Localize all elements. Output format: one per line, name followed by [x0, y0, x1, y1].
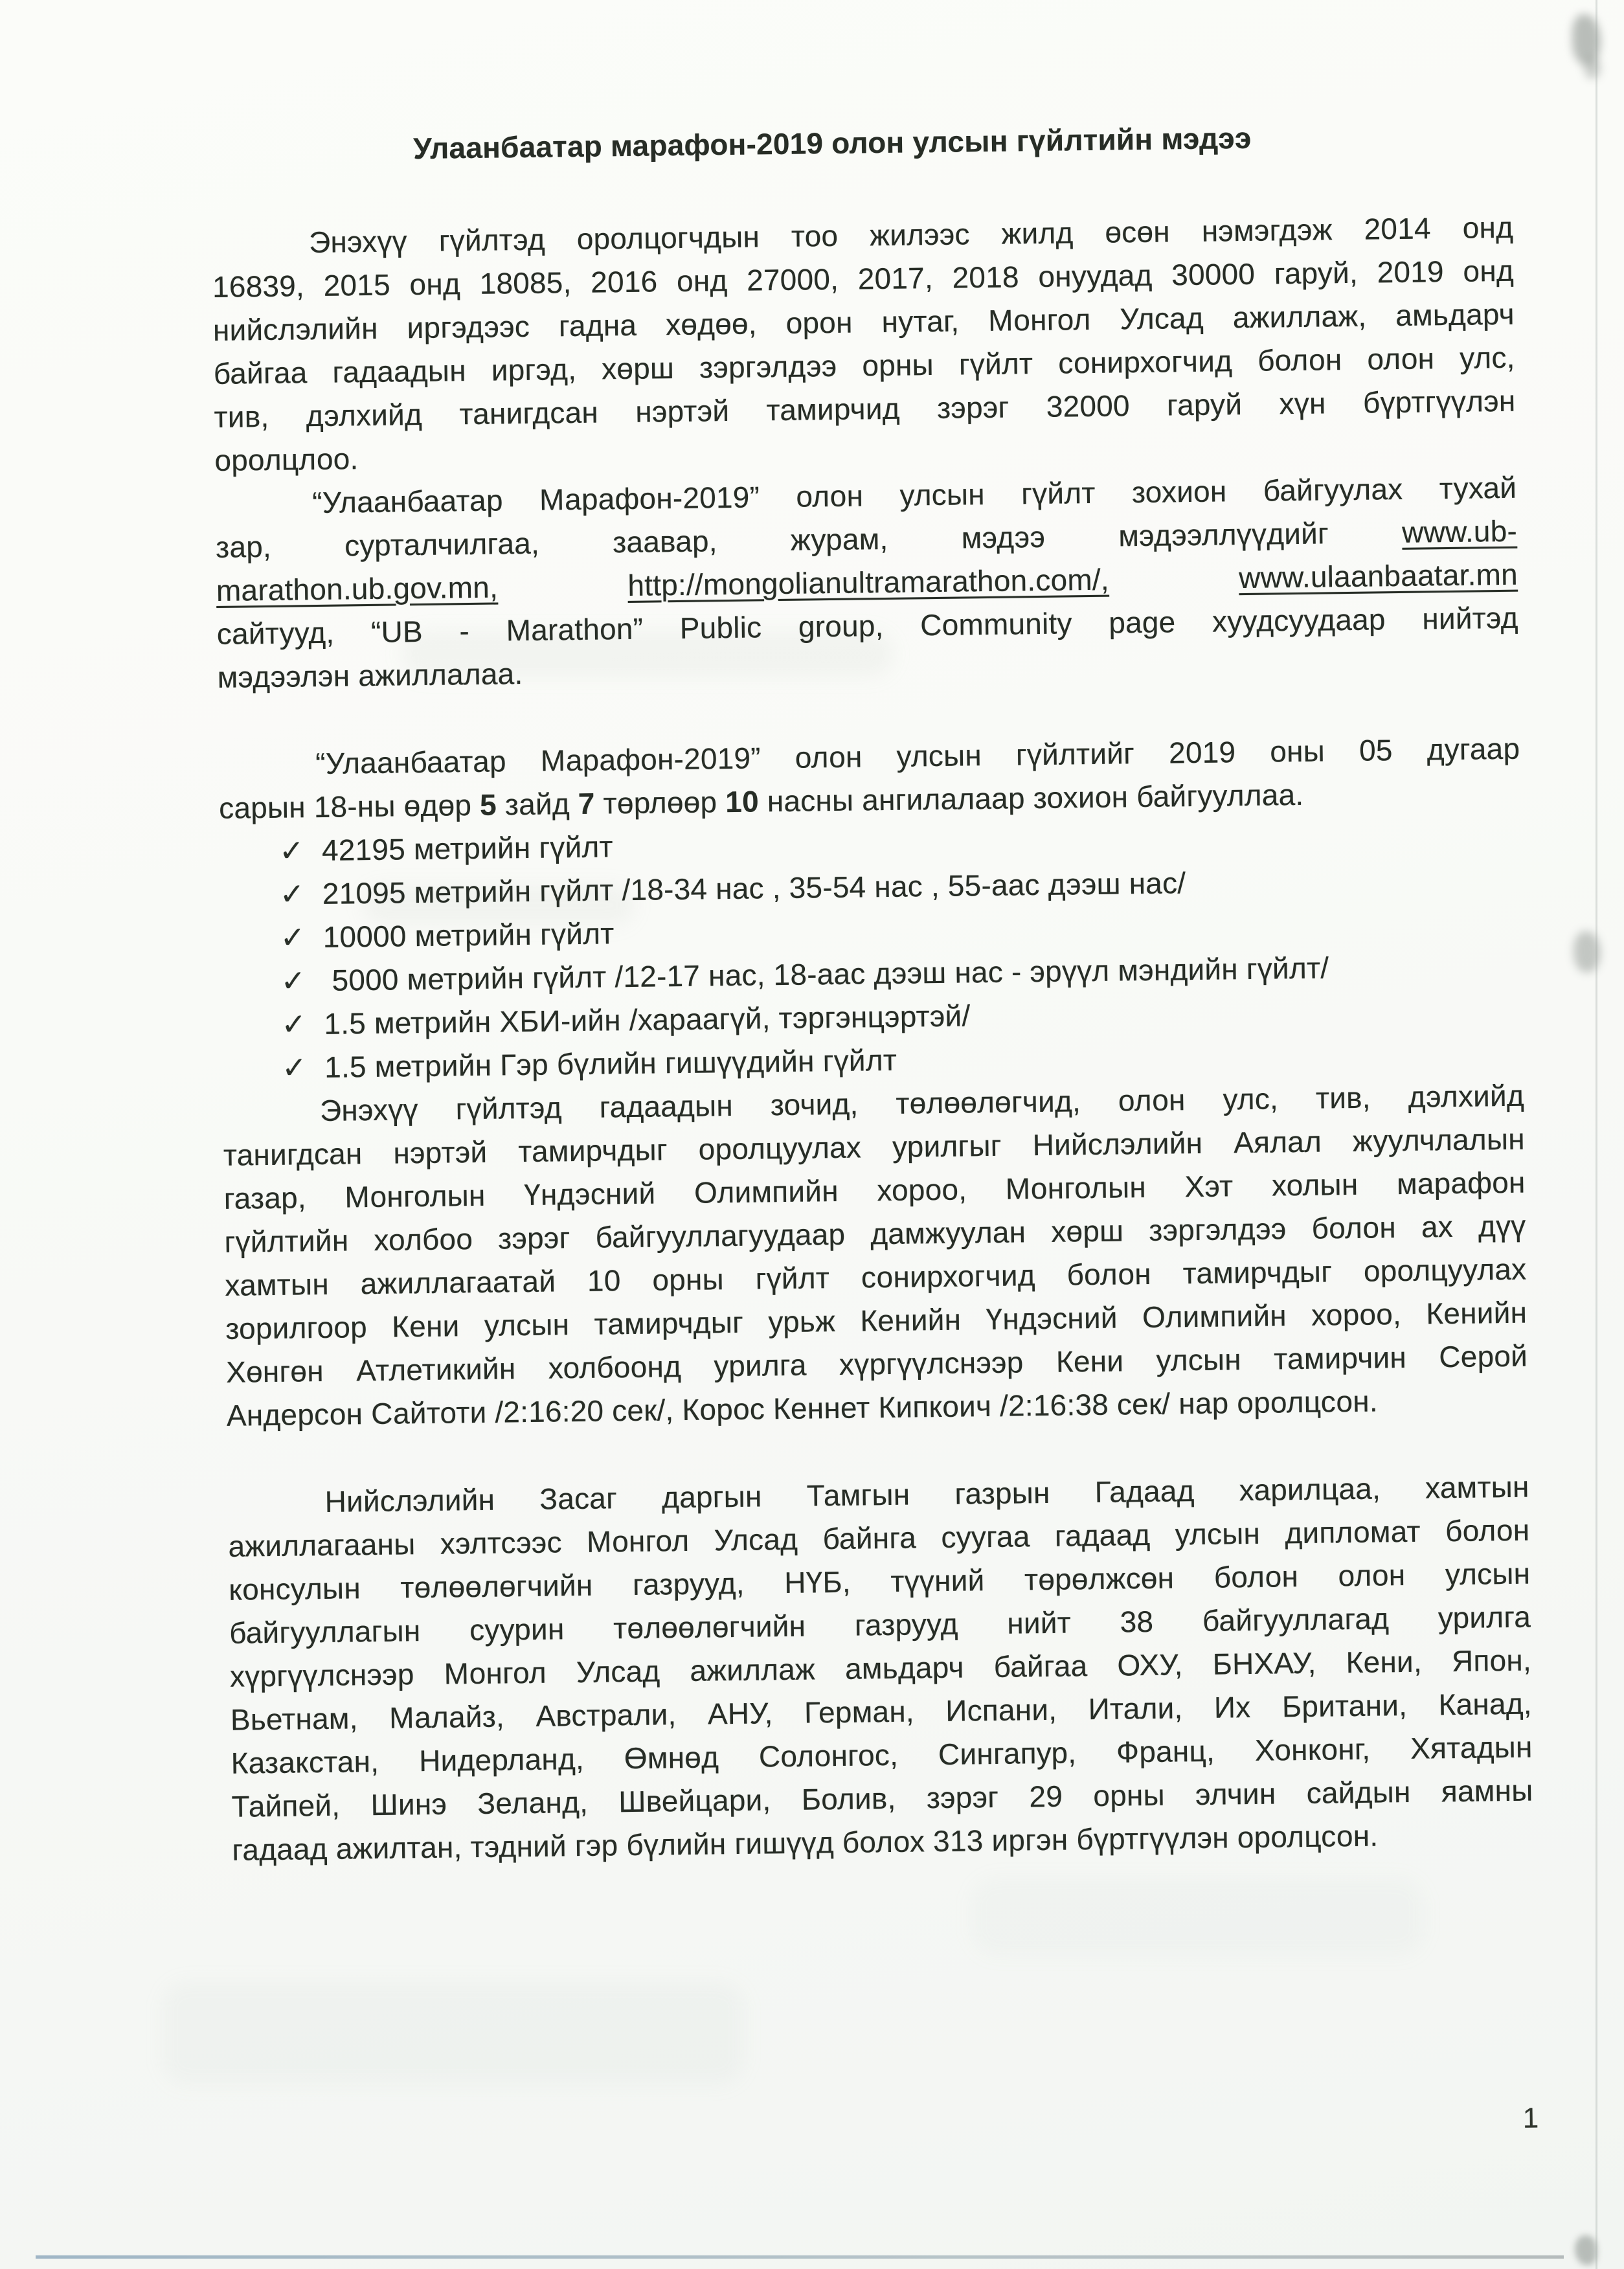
check-bullet-icon: ✓ [279, 876, 305, 912]
promotion-websites-paragraph [215, 466, 1519, 699]
text-segment [1109, 561, 1239, 596]
list-item-text: 1.5 метрийн Гэр бүлийн гишүүдийн гүйлт [324, 1043, 897, 1084]
url-text: http://mongolianultramarathon.com/, [627, 562, 1110, 602]
text-segment [498, 569, 628, 604]
list-item-text: 42195 метрийн гүйлт [321, 830, 614, 867]
text-segment: зорилгоор Кени улсын тамирчдыг урьж Кенийн Үндэсний Олимпийн хороо, Кенийн [225, 1295, 1528, 1346]
text-segment: мэдээлэн ажиллалаа. [217, 657, 523, 694]
text-segment: нийслэлийн иргэдээс гадна хөдөө, орон нутаг, Монгол Улсад ажиллаж, амьдарч [212, 297, 1515, 347]
document-content [210, 113, 1538, 2215]
url-text: www.ulaanbaatar.mn [1238, 557, 1518, 595]
text-segment: сарын 18-ны өдөр [218, 787, 480, 825]
text-segment: Нийслэлийн Засаг даргын Тамгын газрын Гадаад харилцаа, хамтын [324, 1469, 1529, 1518]
check-bullet-icon: ✓ [280, 963, 306, 999]
text-segment: Тайпей, Шинэ Зеланд, Швейцари, Болив, зэрэг 29 орны элчин сайдын яамны [231, 1773, 1533, 1823]
race-distance-list [220, 814, 1524, 1090]
text-segment: ажиллагааны хэлтсээс Монгол Улсад байнга суугаа гадаад улсын дипломат болон [228, 1513, 1530, 1563]
text-segment: Казакстан, Нидерланд, Өмнөд Солонгос, Сингапур, Франц, Хонконг, Хятадын [231, 1730, 1533, 1780]
text-segment: тив, дэлхийд танигдсан нэртэй тамирчид зэрэг 32000 гаруй хүн бүртгүүлэн [214, 383, 1516, 434]
diplomatic-participants-paragraph [227, 1465, 1533, 1872]
text-segment: консулын төлөөлөгчийн газрууд, НҮБ, түүний төрөлжсөн болон олон улсын [229, 1556, 1531, 1607]
check-bullet-icon: ✓ [278, 833, 305, 868]
document-body [212, 206, 1534, 1872]
text-segment: хамтын ажиллагаатай 10 орны гүйлт сонирхогчид болон тамирчдыг оролцуулах [225, 1252, 1527, 1302]
text-segment: гадаад ажилтан, тэдний гэр бүлийн гишүүд болох 313 иргэн бүртгүүлэн оролцсон. [232, 1818, 1379, 1867]
text-segment: сайтууд, “UB - Marathon” Public group, Community page хуудсуудаар нийтэд [216, 600, 1518, 651]
text-segment: Хөнгөн Атлетикийн холбоонд урилга хүргүүлснээр Кени улсын тамирчин Серой [225, 1338, 1528, 1389]
text-segment: 16839, 2015 онд 18085, 2016 онд 27000, 2017, 2018 онуудад 30000 гаруй, 2019 онд [212, 253, 1515, 304]
text-segment: насны ангилалаар зохион байгууллаа. [758, 777, 1304, 818]
text-segment: Энэхүү гүйлтэд оролцогчдын тоо жилээс жилд өсөн нэмэгдэж 2014 онд [308, 210, 1514, 260]
check-bullet-icon: ✓ [280, 920, 306, 955]
text-segment: “Улаанбаатар Марафон-2019” олон улсын гүйлтийг 2019 оны 05 дугаар [315, 731, 1520, 781]
text-segment: “Улаанбаатар Марафон-2019” олон улсын гүйлт зохион байгуулах тухай [311, 470, 1517, 520]
url-text: marathon.ub.gov.mn, [216, 570, 499, 607]
document-title: Улаанбаатар марафон-2019 олон улсын гүйлтийн мэдээ [412, 120, 1252, 166]
check-bullet-icon: ✓ [281, 1050, 308, 1085]
text-segment: танигдсан нэртэй тамирчдыг оролцуулах урилгыг Нийслэлийн Аялал жуулчлалын [223, 1122, 1526, 1172]
participation-growth-paragraph [212, 206, 1517, 482]
text-segment: зар, сурталчилгаа, заавар, журам, мэдээ мэдээллүүдийг [215, 515, 1403, 564]
bold-number: 5 [479, 787, 497, 822]
foreign-athletes-invitation-paragraph [223, 1074, 1529, 1438]
text-segment: гүйлтийн холбоо зэрэг байгууллагуудаар дамжуулан хөрш зэргэлдээ болон ах дүү [224, 1208, 1526, 1259]
text-segment: байгаа гадаадын иргэд, хөрш зэргэлдээ орны гүйлт сонирхогчид болон олон улс, [213, 340, 1515, 390]
text-segment: хүргүүлснээр Монгол Улсад ажиллаж амьдарч байгаа ОХУ, БНХАУ, Кени, Япон, [229, 1643, 1532, 1693]
scan-smudge-right-edge [1573, 931, 1601, 973]
text-segment: байгууллагын суурин төлөөлөгчийн газрууд нийт 38 байгууллагад урилга [229, 1599, 1531, 1650]
text-segment: зайд [496, 786, 579, 822]
url-text: www.ub- [1401, 514, 1518, 549]
scan-edge-line-bottom [36, 2255, 1564, 2259]
text-segment: оролцлоо. [214, 442, 359, 477]
text-segment: Энэхүү гүйлтэд гадаадын зочид, төлөөлөгчид, олон улс, тив, дэлхийд [319, 1078, 1525, 1127]
list-item-text: 10000 метрийн гүйлт [322, 916, 615, 954]
bold-number: 10 [725, 784, 760, 819]
check-bullet-icon: ✓ [281, 1006, 307, 1042]
bold-number: 7 [578, 786, 595, 820]
text-segment: төрлөөр [594, 785, 726, 820]
page-number: 1 [1522, 2102, 1539, 2134]
event-date-categories-paragraph [218, 727, 1521, 830]
text-segment: Вьетнам, Малайз, Австрали, АНУ, Герман, Испани, Итали, Их Британи, Канад, [230, 1686, 1533, 1737]
list-item-text: 1.5 метрийн ХБИ-ийн /хараагүй, тэргэнцэртэй/ [324, 999, 971, 1041]
scan-smudge-top-right-2 [1584, 57, 1601, 79]
list-item-text: 5000 метрийн гүйлт /12-17 нас, 18-аас дээш нас - эрүүл мэндийн гүйлт/ [323, 951, 1329, 997]
scan-mark-bottom-right [1575, 2235, 1597, 2265]
scan-edge-line-right [1596, 0, 1597, 2269]
text-segment: Андерсон Сайтоти /2:16:20 сек/, Корос Кеннет Кипкоич /2:16:38 сек/ нар оролцсон. [226, 1384, 1379, 1432]
text-segment: газар, Монголын Үндэсний Олимпийн хороо, Монголын Хэт холын марафон [223, 1165, 1526, 1215]
list-item-text: 21095 метрийн гүйлт /18-34 нас , 35-54 нас , 55-аас дээш нас/ [322, 866, 1186, 910]
